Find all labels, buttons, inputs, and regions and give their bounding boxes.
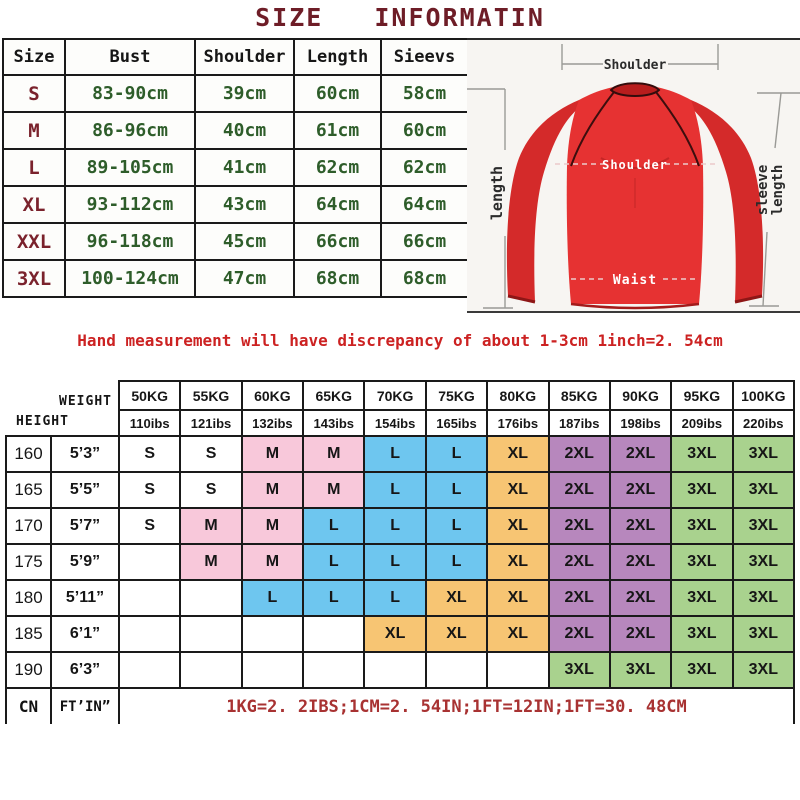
size-label-cell: M [3, 112, 65, 149]
height-ftin-cell: 5’9” [51, 544, 119, 580]
weight-lbs-header-cell: 198ibs [610, 410, 671, 436]
weight-kg-header-cell: 70KG [364, 381, 425, 410]
recommended-size-cell: M [180, 508, 241, 544]
recommended-size-cell: 2XL [549, 472, 610, 508]
weight-kg-header-cell: 50KG [119, 381, 180, 410]
recommended-size-cell: 3XL [733, 652, 794, 688]
recommended-size-cell: 3XL [733, 508, 794, 544]
recommended-size-cell: L [364, 508, 425, 544]
bust-cell: 96-118cm [65, 223, 195, 260]
weight-lbs-header-cell: 132ibs [242, 410, 303, 436]
recommended-size-cell [303, 616, 364, 652]
shoulder-cell: 45cm [195, 223, 294, 260]
size-table-row [3, 260, 468, 297]
recommended-size-cell: XL [487, 616, 548, 652]
recommended-size-cell: 2XL [610, 436, 671, 472]
col-header-bust: Bust [65, 39, 195, 75]
size-label-cell: 3XL [3, 260, 65, 297]
recommended-size-cell: 3XL [549, 652, 610, 688]
height-ftin-cell: 5’3” [51, 436, 119, 472]
weight-kg-header-cell: 90KG [610, 381, 671, 410]
recommended-size-cell: L [303, 508, 364, 544]
height-ftin-cell: 6’1” [51, 616, 119, 652]
recommended-size-cell: XL [487, 436, 548, 472]
matrix-row [6, 508, 794, 544]
height-cm-cell: 180 [6, 580, 51, 616]
recommended-size-cell: XL [487, 472, 548, 508]
recommended-size-cell: XL [426, 580, 487, 616]
height-cm-cell: 160 [6, 436, 51, 472]
recommended-size-cell [180, 580, 241, 616]
bust-cell: 86-96cm [65, 112, 195, 149]
weight-kg-header-cell: 60KG [242, 381, 303, 410]
shoulder-cell: 40cm [195, 112, 294, 149]
recommended-size-cell [180, 616, 241, 652]
length-cell: 68cm [294, 260, 381, 297]
weight-lbs-header-cell: 110ibs [119, 410, 180, 436]
recommended-size-cell [242, 616, 303, 652]
recommended-size-cell: 2XL [610, 580, 671, 616]
weight-lbs-header-row [6, 410, 794, 436]
recommended-size-cell: 2XL [549, 580, 610, 616]
length-cell: 60cm [294, 75, 381, 112]
weight-lbs-header-cell: 143ibs [303, 410, 364, 436]
height-cm-cell: 190 [6, 652, 51, 688]
sleeve-cell: 60cm [381, 112, 468, 149]
col-header-length: Length [294, 39, 381, 75]
sleeve-cell: 58cm [381, 75, 468, 112]
weight-axis-label: WEIGHT [59, 394, 112, 409]
recommended-size-cell: M [180, 544, 241, 580]
chest-shoulder-label: Shoulder [602, 158, 668, 172]
cn-unit-cell: CN [6, 688, 51, 724]
col-header-sleeves: Sieevs [381, 39, 468, 75]
recommended-size-cell: 2XL [610, 544, 671, 580]
col-header-size: Size [3, 39, 65, 75]
recommended-size-cell: M [303, 472, 364, 508]
weight-kg-header-cell: 75KG [426, 381, 487, 410]
recommended-size-cell [242, 652, 303, 688]
matrix-row [6, 580, 794, 616]
recommended-size-cell: 3XL [671, 616, 732, 652]
size-label-cell: XL [3, 186, 65, 223]
matrix-row [6, 472, 794, 508]
size-table-header-row [3, 39, 468, 75]
bust-cell: 93-112cm [65, 186, 195, 223]
recommended-size-cell: L [426, 436, 487, 472]
height-axis-label: HEIGHT [16, 414, 69, 429]
collar [611, 83, 659, 96]
shoulder-cell: 41cm [195, 149, 294, 186]
recommended-size-cell: M [242, 436, 303, 472]
weight-kg-header-cell: 65KG [303, 381, 364, 410]
recommended-size-cell: 2XL [610, 472, 671, 508]
height-cm-cell: 165 [6, 472, 51, 508]
recommended-size-cell: XL [364, 616, 425, 652]
shoulder-cell: 47cm [195, 260, 294, 297]
recommended-size-cell: S [180, 436, 241, 472]
weight-kg-header-cell: 100KG [733, 381, 794, 410]
page-title: SIZE INFORMATIN [255, 3, 545, 32]
recommended-size-cell [180, 652, 241, 688]
waist-label: Waist [612, 273, 658, 288]
weight-kg-header-row [6, 381, 794, 410]
recommended-size-cell: M [242, 472, 303, 508]
recommended-size-cell [119, 616, 180, 652]
recommended-size-cell [487, 652, 548, 688]
unit-conversion-cell: 1KG=2. 2IBS;1CM=2. 54IN;1FT=12IN;1FT=30. 48CM [119, 688, 794, 724]
height-cm-cell: 185 [6, 616, 51, 652]
sleeve-cell: 66cm [381, 223, 468, 260]
shoulder-cell: 43cm [195, 186, 294, 223]
recommended-size-cell: L [426, 508, 487, 544]
size-label-cell: XXL [3, 223, 65, 260]
measurement-discrepancy-note: Hand measurement will have discrepancy of about 1-3cm 1inch=2. 54cm [77, 331, 723, 350]
recommended-size-cell [119, 580, 180, 616]
shoulder-cell: 39cm [195, 75, 294, 112]
sleeve-length-dim-label-1: sleeve [755, 164, 771, 216]
shirt-illustration [467, 40, 800, 311]
shoulder-dim-label: Shoulder [603, 58, 667, 73]
size-table-row [3, 186, 468, 223]
weight-kg-header-cell: 80KG [487, 381, 548, 410]
sleeve-length-dim-label-2: length [770, 164, 786, 216]
recommended-size-cell: L [303, 580, 364, 616]
height-ftin-cell: 5’7” [51, 508, 119, 544]
recommended-size-cell: XL [487, 580, 548, 616]
recommended-size-cell: 3XL [733, 544, 794, 580]
weight-lbs-header-cell: 154ibs [364, 410, 425, 436]
weight-kg-header-cell: 85KG [549, 381, 610, 410]
height-ftin-cell: 6’3” [51, 652, 119, 688]
height-weight-matrix-table [5, 380, 795, 724]
recommended-size-cell [119, 544, 180, 580]
recommended-size-cell: 3XL [671, 580, 732, 616]
recommended-size-cell [426, 652, 487, 688]
bust-cell: 83-90cm [65, 75, 195, 112]
recommended-size-cell: 3XL [671, 436, 732, 472]
recommended-size-cell: M [303, 436, 364, 472]
recommended-size-cell: S [119, 472, 180, 508]
size-label-cell: L [3, 149, 65, 186]
height-cm-cell: 170 [6, 508, 51, 544]
sleeve-cell: 62cm [381, 149, 468, 186]
length-cell: 66cm [294, 223, 381, 260]
recommended-size-cell: 2XL [610, 616, 671, 652]
matrix-row [6, 436, 794, 472]
recommended-size-cell: XL [426, 616, 487, 652]
matrix-row [6, 616, 794, 652]
length-cell: 61cm [294, 112, 381, 149]
recommended-size-cell: 2XL [549, 508, 610, 544]
recommended-size-cell: 3XL [671, 508, 732, 544]
recommended-size-cell [119, 652, 180, 688]
length-cell: 62cm [294, 149, 381, 186]
recommended-size-cell: L [364, 580, 425, 616]
height-ftin-cell: 5’5” [51, 472, 119, 508]
recommended-size-cell: 2XL [549, 436, 610, 472]
recommended-size-cell: 3XL [610, 652, 671, 688]
units-footer-row [6, 688, 794, 724]
recommended-size-cell: 3XL [671, 544, 732, 580]
size-table-row [3, 75, 468, 112]
recommended-size-cell: L [426, 544, 487, 580]
length-dim-label: length [488, 165, 506, 221]
matrix-row [6, 544, 794, 580]
recommended-size-cell: 3XL [733, 616, 794, 652]
recommended-size-cell [303, 652, 364, 688]
weight-lbs-header-cell: 187ibs [549, 410, 610, 436]
col-header-shoulder: Shoulder [195, 39, 294, 75]
size-table-row [3, 223, 468, 260]
recommended-size-cell: L [303, 544, 364, 580]
recommended-size-cell: 2XL [610, 508, 671, 544]
recommended-size-cell: S [180, 472, 241, 508]
height-cm-cell: 175 [6, 544, 51, 580]
recommended-size-cell: M [242, 544, 303, 580]
recommended-size-cell: L [242, 580, 303, 616]
recommended-size-cell: 2XL [549, 616, 610, 652]
sleeve-cell: 64cm [381, 186, 468, 223]
recommended-size-cell: M [242, 508, 303, 544]
weight-lbs-header-cell: 121ibs [180, 410, 241, 436]
recommended-size-cell: S [119, 508, 180, 544]
size-table-row [3, 149, 468, 186]
weight-kg-header-cell: 95KG [671, 381, 732, 410]
bust-cell: 89-105cm [65, 149, 195, 186]
shirt-measurement-diagram [467, 38, 800, 313]
height-ftin-cell: 5’11” [51, 580, 119, 616]
height-weight-corner-cell [6, 381, 119, 436]
recommended-size-cell [364, 652, 425, 688]
size-measurement-table [2, 38, 469, 298]
matrix-row [6, 652, 794, 688]
weight-lbs-header-cell: 220ibs [733, 410, 794, 436]
recommended-size-cell: L [364, 544, 425, 580]
recommended-size-cell: XL [487, 544, 548, 580]
recommended-size-cell: 3XL [733, 436, 794, 472]
recommended-size-cell: 3XL [733, 580, 794, 616]
bust-cell: 100-124cm [65, 260, 195, 297]
recommended-size-cell: L [426, 472, 487, 508]
size-table-row [3, 112, 468, 149]
weight-lbs-header-cell: 209ibs [671, 410, 732, 436]
ftin-unit-cell: FT’IN” [51, 688, 119, 724]
size-label-cell: S [3, 75, 65, 112]
weight-kg-header-cell: 55KG [180, 381, 241, 410]
sleeve-cell: 68cm [381, 260, 468, 297]
recommended-size-cell: 3XL [671, 652, 732, 688]
recommended-size-cell: XL [487, 508, 548, 544]
recommended-size-cell: 3XL [671, 472, 732, 508]
recommended-size-cell: S [119, 436, 180, 472]
recommended-size-cell: L [364, 436, 425, 472]
weight-lbs-header-cell: 176ibs [487, 410, 548, 436]
recommended-size-cell: 2XL [549, 544, 610, 580]
length-cell: 64cm [294, 186, 381, 223]
weight-lbs-header-cell: 165ibs [426, 410, 487, 436]
recommended-size-cell: 3XL [733, 472, 794, 508]
recommended-size-cell: L [364, 472, 425, 508]
